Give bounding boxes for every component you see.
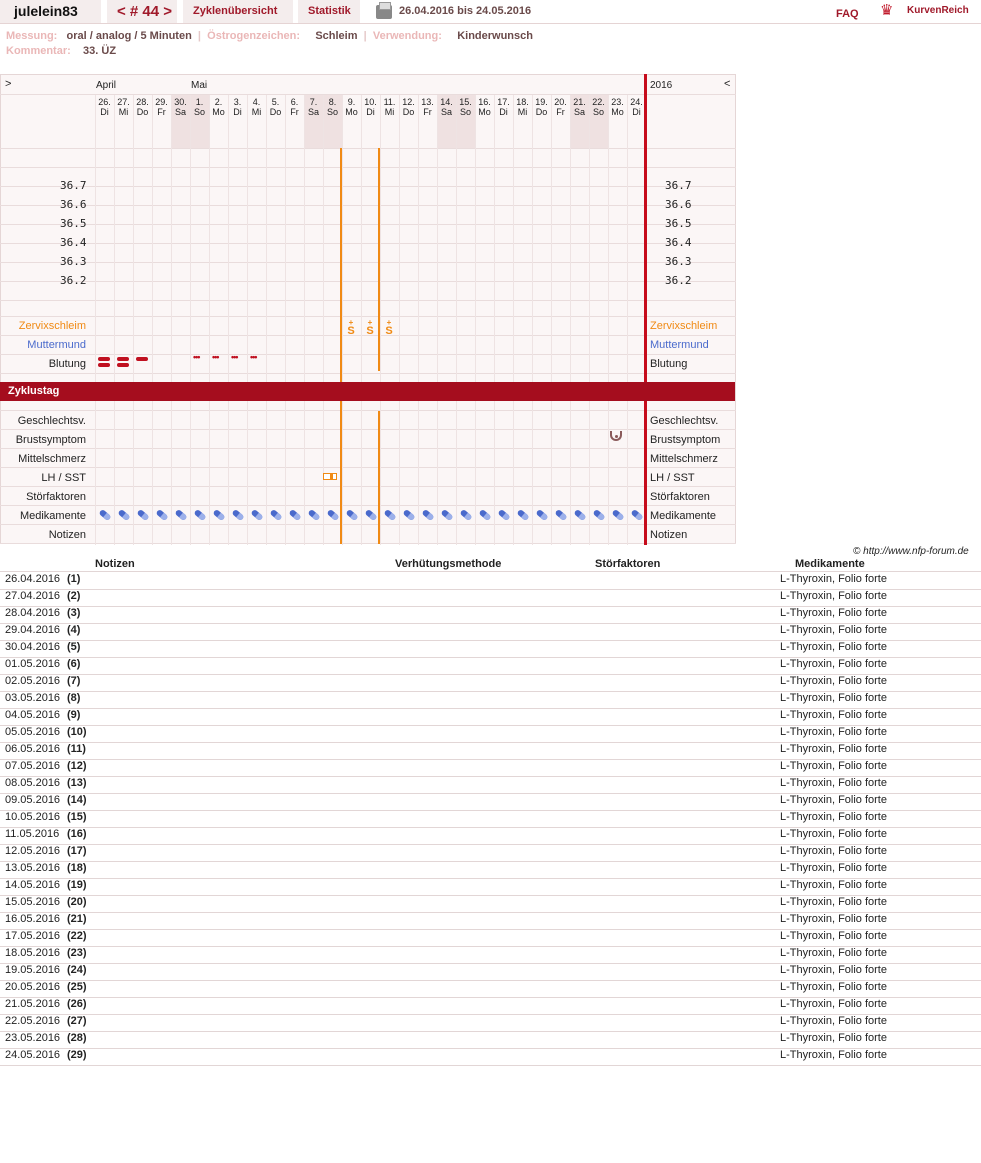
row-date: 24.05.2016 [5,1049,61,1061]
grid-row-line [0,467,736,468]
row-date: 13.05.2016 [5,862,61,874]
grid-col-line [304,95,305,545]
table-row [0,776,981,793]
table-row [0,657,981,674]
label-stoerfaktoren: Störfaktoren [26,491,86,503]
row-date: 06.05.2016 [5,743,61,755]
grid-col-line [228,95,229,545]
grid-col-line [418,95,419,545]
grid-row-line [0,243,736,244]
row-cycle-day: (8) [67,692,81,704]
bleeding-mark [98,357,110,361]
table-row [0,1031,981,1048]
row-cycle-day: (2) [67,590,81,602]
oestro-value: Schleim [315,30,358,42]
cycle-chart [0,74,736,544]
day-header: 6. Fr [290,97,299,117]
date-range: 26.04.2016 bis 24.05.2016 [399,5,532,17]
crown-icon: ♛ [880,2,894,19]
row-cycle-day: (25) [67,981,87,993]
day-header: 17. Di [497,97,510,117]
row-medication: L-Thyroxin, Folio forte [780,590,887,602]
table-row [0,674,981,691]
row-medication: L-Thyroxin, Folio forte [780,743,887,755]
zyklustag-bar-right [647,382,735,401]
day-header: 29. Fr [155,97,168,117]
day-header: 18. Mi [516,97,529,117]
table-row [0,895,981,912]
table-rule [0,1065,981,1066]
day-header: 12. Do [402,97,415,117]
table-row [0,946,981,963]
label-geschlechtsverkehr-right: Geschlechtsv. [650,415,719,427]
day-header: 26. Di [98,97,111,117]
temp-label-left: 36.6 [60,198,87,211]
table-row [0,827,981,844]
tab-statistics[interactable]: Statistik [298,0,360,23]
row-cycle-day: (13) [67,777,87,789]
day-header: 15. So [459,97,472,117]
col-notizen: Notizen [95,558,135,570]
table-row [0,606,981,623]
day-header: 11. Mi [383,97,396,117]
row-cycle-day: (9) [67,709,81,721]
row-date: 26.04.2016 [5,573,61,585]
temp-label-left: 36.7 [60,179,87,192]
row-date: 28.04.2016 [5,607,61,619]
table-row [0,572,981,589]
day-header: 19. Do [535,97,548,117]
row-date: 11.05.2016 [5,828,60,840]
grid-col-line [342,95,343,545]
month-mai: Mai [191,80,208,91]
grid-col-line [532,95,533,545]
row-medication: L-Thyroxin, Folio forte [780,930,887,942]
chart-nav-right[interactable]: < [724,78,731,90]
row-medication: L-Thyroxin, Folio forte [780,862,887,874]
row-date: 19.05.2016 [5,964,61,976]
grid-col-line [627,95,628,545]
col-medikamente: Medikamente [795,558,865,570]
table-row [0,878,981,895]
temp-label-right: 36.2 [665,274,692,287]
row-medication: L-Thyroxin, Folio forte [780,811,887,823]
row-cycle-day: (18) [67,862,87,874]
row-cycle-day: (19) [67,879,87,891]
day-header: 7. Sa [307,97,319,117]
grid-col-line [114,95,115,545]
year-divider [644,74,647,545]
label-muttermund: Muttermund [27,339,86,351]
row-cycle-day: (7) [67,675,81,687]
grid-col-line [399,95,400,545]
row-medication: L-Thyroxin, Folio forte [780,845,887,857]
table-row [0,725,981,742]
day-header: 3. Di [233,97,242,117]
grid-row-line [0,167,736,168]
row-cycle-day: (23) [67,947,87,959]
orange-line-1 [340,148,342,544]
grid-row-line [0,354,736,355]
row-date: 17.05.2016 [5,930,61,942]
row-date: 14.05.2016 [5,879,61,891]
grid-col-line [551,95,552,545]
messung-value: oral / analog / 5 Minuten [66,30,192,42]
row-cycle-day: (4) [67,624,81,636]
row-date: 02.05.2016 [5,675,61,687]
day-header: 13. Fr [421,97,434,117]
day-header: 24. Di [630,97,643,117]
row-medication: L-Thyroxin, Folio forte [780,641,887,653]
label-zervixschleim-right: Zervixschleim [650,320,718,332]
row-medication: L-Thyroxin, Folio forte [780,624,887,636]
verwendung-key: Verwendung: [372,30,442,42]
grid-col-line [361,95,362,545]
row-date: 08.05.2016 [5,777,61,789]
temp-label-left: 36.4 [60,236,87,249]
orange-line-2b [378,411,380,544]
meta-line-2 [6,45,116,57]
bleeding-mark [98,363,110,367]
zyklustag-bar [0,382,650,401]
grid-col-line [608,95,609,545]
grid-col-line [456,95,457,545]
spotting-mark: ••• [250,352,257,362]
spotting-mark: ••• [193,352,200,362]
row-cycle-day: (24) [67,964,87,976]
day-header: 5. Do [269,97,282,117]
schleim-mark: + S [366,318,374,337]
grid-col-line [380,95,381,545]
grid-col-line [570,95,571,545]
day-header: 28. Do [136,97,149,117]
row-cycle-day: (6) [67,658,81,670]
messung-key: Messung: [6,30,58,42]
label-blutung-right: Blutung [650,358,688,370]
day-header: 2. Mo [212,97,225,117]
grid-col-line [190,95,191,545]
row-medication: L-Thyroxin, Folio forte [780,760,887,772]
row-cycle-day: (5) [67,641,81,653]
row-cycle-day: (27) [67,1015,87,1027]
row-medication: L-Thyroxin, Folio forte [780,794,887,806]
grid-col-line [152,95,153,545]
top-bar [0,0,981,24]
label-medikamente: Medikamente [19,510,86,522]
chart-nav-left[interactable]: > [5,78,12,90]
grid-row-line [0,543,736,544]
row-medication: L-Thyroxin, Folio forte [780,828,887,840]
table-row [0,640,981,657]
day-header: 27. Mi [117,97,130,117]
meta-line-1: Messung: oral / analog / 5 Minuten | Östrogenzeichen: Schleim | Verwendung: Kinderwunsch [6,30,533,42]
grid-row-line [0,262,736,263]
table-row [0,589,981,606]
row-medication: L-Thyroxin, Folio forte [780,692,887,704]
table-row [0,793,981,810]
bleeding-mark [117,357,129,361]
table-row [0,912,981,929]
label-mittelschmerz-right: Mittelschmerz [650,453,718,465]
logo-text: KurvenReich [907,5,969,16]
col-verhuetungsmethode: Verhütungsmethode [395,558,502,570]
day-header: 22. So [592,97,605,117]
grid-row-line [0,94,736,95]
row-cycle-day: (14) [67,794,87,806]
verwendung-value: Kinderwunsch [457,30,533,42]
row-cycle-day: (20) [67,896,87,908]
grid-row-line [0,148,736,149]
label-lh-sst-right: LH / SST [650,472,695,484]
grid-col-line [247,95,248,545]
kurvenreich-logo[interactable] [880,3,980,21]
grid-col-line [209,95,210,545]
day-header: 23. Mo [611,97,624,117]
row-medication: L-Thyroxin, Folio forte [780,726,887,738]
col-stoerfaktoren: Störfaktoren [595,558,661,570]
row-medication: L-Thyroxin, Folio forte [780,964,887,976]
grid-col-line [285,95,286,545]
orange-line-2a [378,148,380,371]
row-medication: L-Thyroxin, Folio forte [780,573,887,585]
cycle-navigator[interactable]: < # 44 > [107,0,177,23]
row-cycle-day: (17) [67,845,87,857]
row-cycle-day: (11) [67,743,86,755]
row-cycle-day: (15) [67,811,87,823]
label-notizen-right: Notizen [650,529,688,541]
table-row [0,844,981,861]
grid-row-line [0,205,736,206]
row-medication: L-Thyroxin, Folio forte [780,1049,887,1061]
grid-col-line [589,95,590,545]
row-cycle-day: (1) [67,573,81,585]
day-header: 4. Mi [251,97,262,117]
label-medikamente-right: Medikamente [650,510,717,522]
grid-row-line [0,281,736,282]
table-row [0,1048,981,1065]
row-medication: L-Thyroxin, Folio forte [780,947,887,959]
row-medication: L-Thyroxin, Folio forte [780,709,887,721]
tab-cycle-overview[interactable]: Zyklenübersicht [183,0,293,23]
temp-label-left: 36.2 [60,274,87,287]
label-muttermund-right: Muttermund [650,339,709,351]
temp-label-left: 36.3 [60,255,87,268]
grid-col-line [494,95,495,545]
day-header: 10. Di [364,97,377,117]
temp-label-right: 36.5 [665,217,692,230]
temp-label-right: 36.6 [665,198,692,211]
row-cycle-day: (10) [67,726,87,738]
table-row [0,810,981,827]
row-cycle-day: (26) [67,998,87,1010]
label-brustsymptom: Brustsymptom [15,434,86,446]
row-medication: L-Thyroxin, Folio forte [780,896,887,908]
row-date: 09.05.2016 [5,794,61,806]
row-medication: L-Thyroxin, Folio forte [780,1015,887,1027]
table-row [0,742,981,759]
row-date: 05.05.2016 [5,726,61,738]
row-date: 27.04.2016 [5,590,61,602]
chart-year: 2016 [650,80,673,91]
table-row [0,691,981,708]
temp-label-right: 36.7 [665,179,692,192]
temp-label-right: 36.3 [665,255,692,268]
grid-col-line [95,95,96,545]
label-geschlechtsverkehr: Geschlechtsv. [17,415,86,427]
label-blutung: Blutung [48,358,86,370]
row-date: 22.05.2016 [5,1015,61,1027]
row-medication: L-Thyroxin, Folio forte [780,981,887,993]
faq-link[interactable]: FAQ [836,8,859,20]
row-date: 18.05.2016 [5,947,61,959]
row-medication: L-Thyroxin, Folio forte [780,777,887,789]
day-header: 8. So [326,97,338,117]
month-april: April [96,80,117,91]
row-date: 01.05.2016 [5,658,61,670]
schleim-mark: + S [385,318,393,337]
day-header: 30. Sa [174,97,187,117]
grid-col-line [133,95,134,545]
spotting-mark: ••• [212,352,219,362]
label-notizen: Notizen [48,529,86,541]
row-date: 04.05.2016 [5,709,61,721]
grid-col-line [475,95,476,545]
row-medication: L-Thyroxin, Folio forte [780,658,887,670]
row-date: 21.05.2016 [5,998,61,1010]
row-cycle-day: (29) [67,1049,87,1061]
label-zyklustag: Zyklustag [8,385,60,397]
day-header: 20. Fr [554,97,567,117]
label-lh-sst: LH / SST [41,472,86,484]
bleeding-mark [136,357,148,361]
temp-label-left: 36.5 [60,217,87,230]
label-brustsymptom-right: Brustsymptom [650,434,721,446]
row-date: 15.05.2016 [5,896,61,908]
oestro-key: Östrogenzeichen: [207,30,301,42]
grid-col-line [266,95,267,545]
row-cycle-day: (16) [67,828,87,840]
row-cycle-day: (22) [67,930,87,942]
table-row [0,997,981,1014]
day-header: 1. So [193,97,205,117]
row-date: 07.05.2016 [5,760,61,772]
printer-icon[interactable] [376,5,392,19]
grid-row-line [0,429,736,430]
row-medication: L-Thyroxin, Folio forte [780,913,887,925]
row-cycle-day: (21) [67,913,87,925]
row-medication: L-Thyroxin, Folio forte [780,879,887,891]
grid-row-line [0,300,736,301]
grid-row-line [0,373,736,374]
kommentar-key: Kommentar: [6,45,71,57]
grid-row-line [0,505,736,506]
row-cycle-day: (12) [67,760,87,772]
grid-row-line [0,224,736,225]
table-row [0,980,981,997]
day-header: 14. Sa [440,97,453,117]
row-date: 16.05.2016 [5,913,61,925]
grid-row-line [0,186,736,187]
temp-label-right: 36.4 [665,236,692,249]
grid-row-line [0,410,736,411]
table-row [0,708,981,725]
username-tab[interactable]: julelein83 [0,0,101,23]
table-row [0,623,981,640]
kommentar-value: 33. ÜZ [83,45,117,57]
lh-test-line [330,473,333,480]
label-zervixschleim: Zervixschleim [18,320,86,332]
grid-row-line [0,448,736,449]
grid-col-line [513,95,514,545]
schleim-mark: + S [347,318,355,337]
grid-row-line [0,316,736,317]
table-row [0,759,981,776]
copyright: © http://www.nfp-forum.de [853,546,969,557]
row-date: 20.05.2016 [5,981,61,993]
grid-row-line [0,486,736,487]
row-medication: L-Thyroxin, Folio forte [780,998,887,1010]
grid-row-line [0,524,736,525]
spotting-mark: ••• [231,352,238,362]
row-date: 30.04.2016 [5,641,61,653]
day-header: 9. Mo [345,97,358,117]
row-medication: L-Thyroxin, Folio forte [780,675,887,687]
row-medication: L-Thyroxin, Folio forte [780,1032,887,1044]
table-row [0,929,981,946]
row-date: 29.04.2016 [5,624,61,636]
table-row [0,1014,981,1031]
row-cycle-day: (3) [67,607,81,619]
row-medication: L-Thyroxin, Folio forte [780,607,887,619]
row-cycle-day: (28) [67,1032,87,1044]
day-header: 16. Mo [478,97,491,117]
row-date: 23.05.2016 [5,1032,61,1044]
grid-col-line [171,95,172,545]
bleeding-mark [117,363,129,367]
row-date: 10.05.2016 [5,811,61,823]
row-date: 12.05.2016 [5,845,61,857]
day-header: 21. Sa [573,97,586,117]
label-stoerfaktoren-right: Störfaktoren [650,491,710,503]
label-mittelschmerz: Mittelschmerz [18,453,86,465]
table-row [0,963,981,980]
table-row [0,861,981,878]
breast-symptom-dot [615,435,618,438]
grid-col-line [437,95,438,545]
row-date: 03.05.2016 [5,692,61,704]
